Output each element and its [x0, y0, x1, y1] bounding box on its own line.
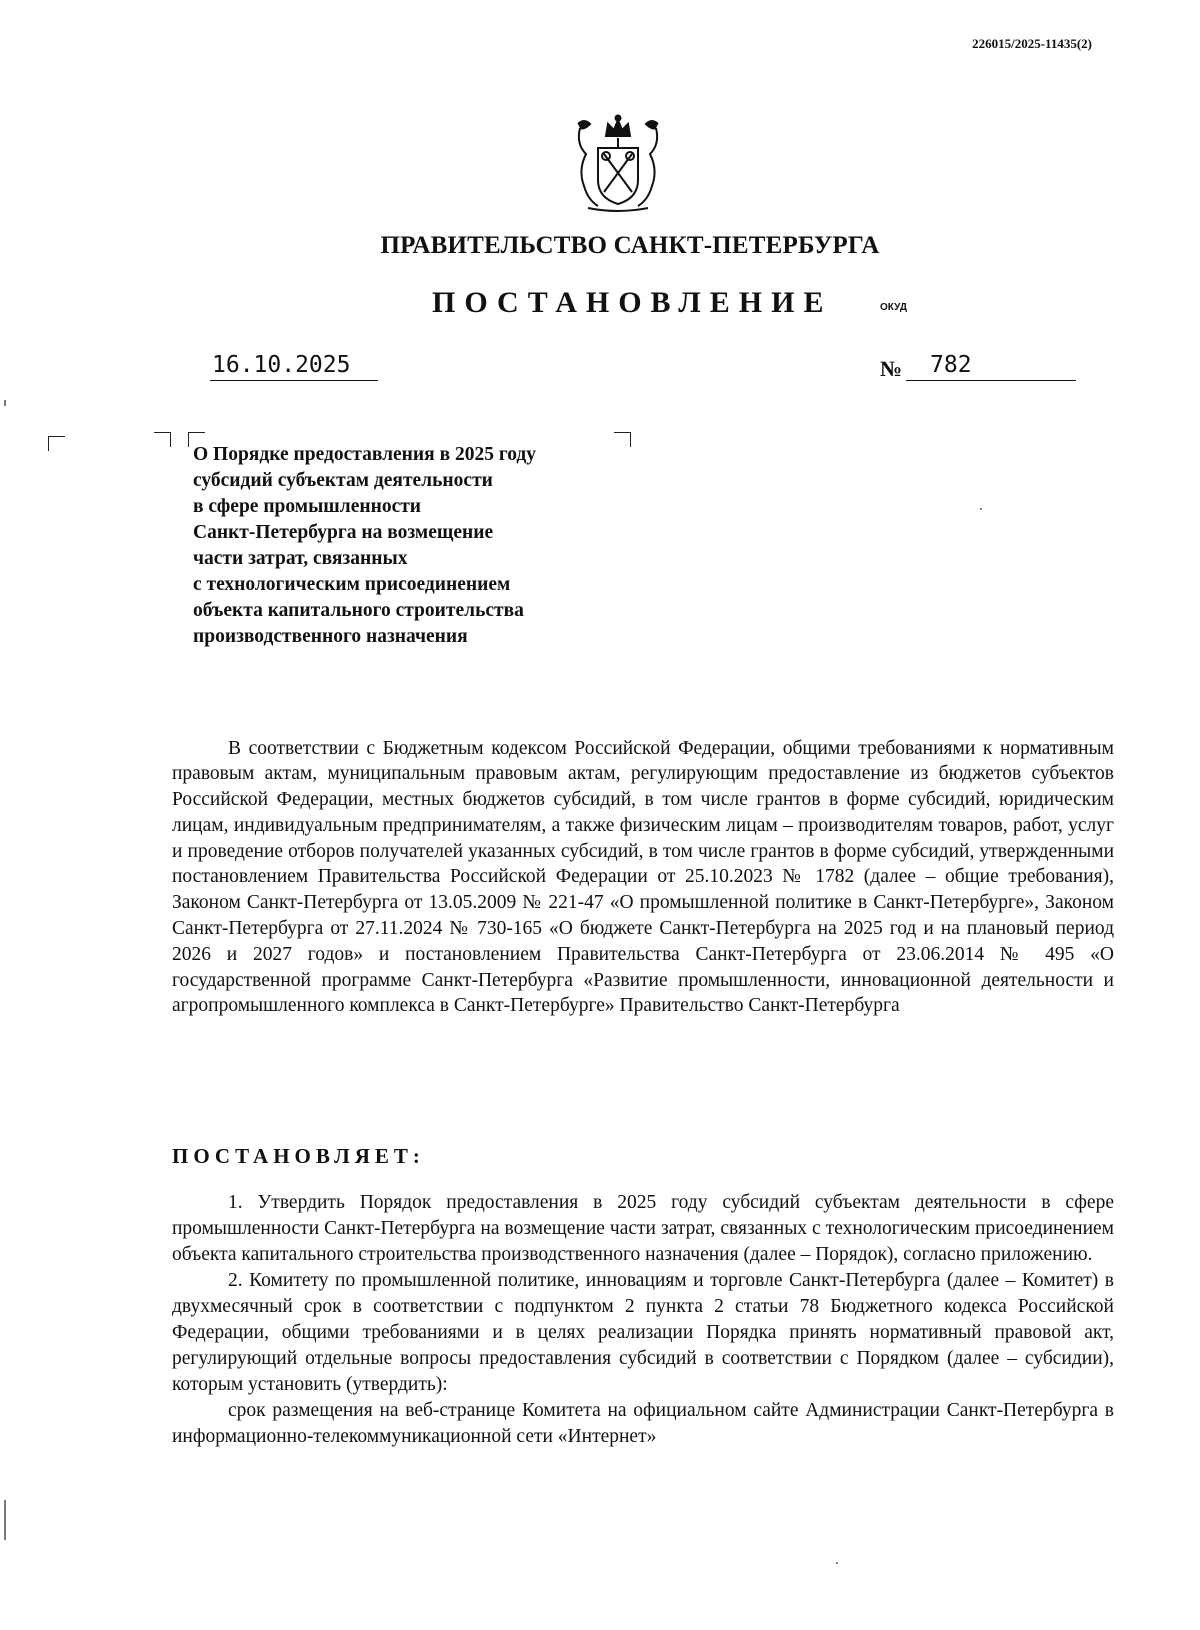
saint-petersburg-coat-of-arms-icon: [572, 114, 664, 214]
document-subject: [193, 442, 623, 650]
government-title: ПРАВИТЕЛЬСТВО САНКТ-ПЕТЕРБУРГА: [380, 232, 880, 259]
resolution-item-1: 1. Утвердить Порядок предоставления в 2025 году субсидий субъектам деятельности в сфере промышленности Санкт-Петербурга на возмещение части затрат, связанных с технологическим присоединением объекта капитального строительства производственного назначения (далее – Порядок), согласно приложению.: [172, 1192, 1114, 1265]
subject-line: О Порядке предоставления в 2025 году: [193, 444, 537, 465]
registration-number: 226015/2025-11435(2): [972, 36, 1092, 51]
resolution-item-2: 2. Комитету по промышленной политике, инновациям и торговле Санкт-Петербурга (далее – Комитет) в двухмесячный срок в соответствии с подпунктом 2 пункта 2 статьи 78 Бюджетного кодекса Российской Федерации, общими требованиями и в целях реализации Порядка принять нормативный правовой акт, регулирующий отдельные вопросы предоставления субсидий в соответствии с Порядком (далее – субсидии), которым установить (утвердить):: [172, 1270, 1114, 1395]
subject-line: части затрат, связанных: [193, 548, 408, 569]
subject-line: производственного назначения: [193, 626, 468, 647]
subject-line: с технологическим присоединением: [193, 574, 511, 595]
scan-speck: [980, 508, 982, 510]
document-type-title: ПОСТАНОВЛЕНИЕ: [432, 286, 833, 319]
preamble-paragraph: В соответствии с Бюджетным кодексом Российской Федерации, общими требованиями к нормативным правовым актам, муниципальным правовым актам, регулирующим предоставление из бюджетов субъектов Российской Федерации, местных бюджетов субсидий, в том числе грантов в форме субсидий, юридическим лицам, индивидуальным предпринимателям, а также физическим лицам – производителям товаров, работ, услуг и проведение отборов получателей указанных субсидий, в том числе грантов в форме субсидий, утвержденными постановлением Правительства Российской Федерации от 25.10.2023 № 1782 (далее – общие требования), Законом Санкт-Петербурга от 13.05.2009 № 221-47 «О промышленной политике в Санкт-Петербурге», Законом Санкт-Петербурга от 27.11.2024 № 730-165 «О бюджете Санкт-Петербурга на 2025 год и на плановый период 2026 и 2027 годов» и постановлением Правительства Санкт-Петербурга от 23.06.2014 № 495 «О государственной программе Санкт-Петербурга «Развитие промышленности, инновационной деятельности и агропромышленного комплекса в Санкт-Петербурге» Правительство Санкт-Петербурга: [172, 737, 1114, 1017]
margin-corner-mark: [48, 436, 65, 451]
document-number: 782: [906, 352, 1076, 381]
resolution-item-2-subclause: срок размещения на веб-странице Комитета на официальном сайте Администрации Санкт-Петербурга в информационно-телекоммуникационной сети «Интернет»: [172, 1400, 1114, 1448]
scan-edge-mark: [4, 400, 6, 406]
resolves-heading: ПОСТАНОВЛЯЕТ:: [172, 1144, 425, 1168]
margin-corner-mark: [154, 432, 171, 447]
subject-line: объекта капитального строительства: [193, 600, 524, 621]
number-label: №: [880, 356, 903, 381]
okud-label: ОКУД: [880, 302, 907, 313]
document-date: 16.10.2025: [210, 352, 378, 381]
subject-line: Санкт-Петербурга на возмещение: [193, 522, 494, 543]
scan-edge-mark: [4, 1500, 6, 1540]
subject-line: субсидий субъектам деятельности: [193, 470, 493, 491]
subject-line: в сфере промышленности: [193, 496, 422, 517]
scan-speck: [836, 1562, 838, 1564]
resolution-items: [172, 1190, 1114, 1451]
